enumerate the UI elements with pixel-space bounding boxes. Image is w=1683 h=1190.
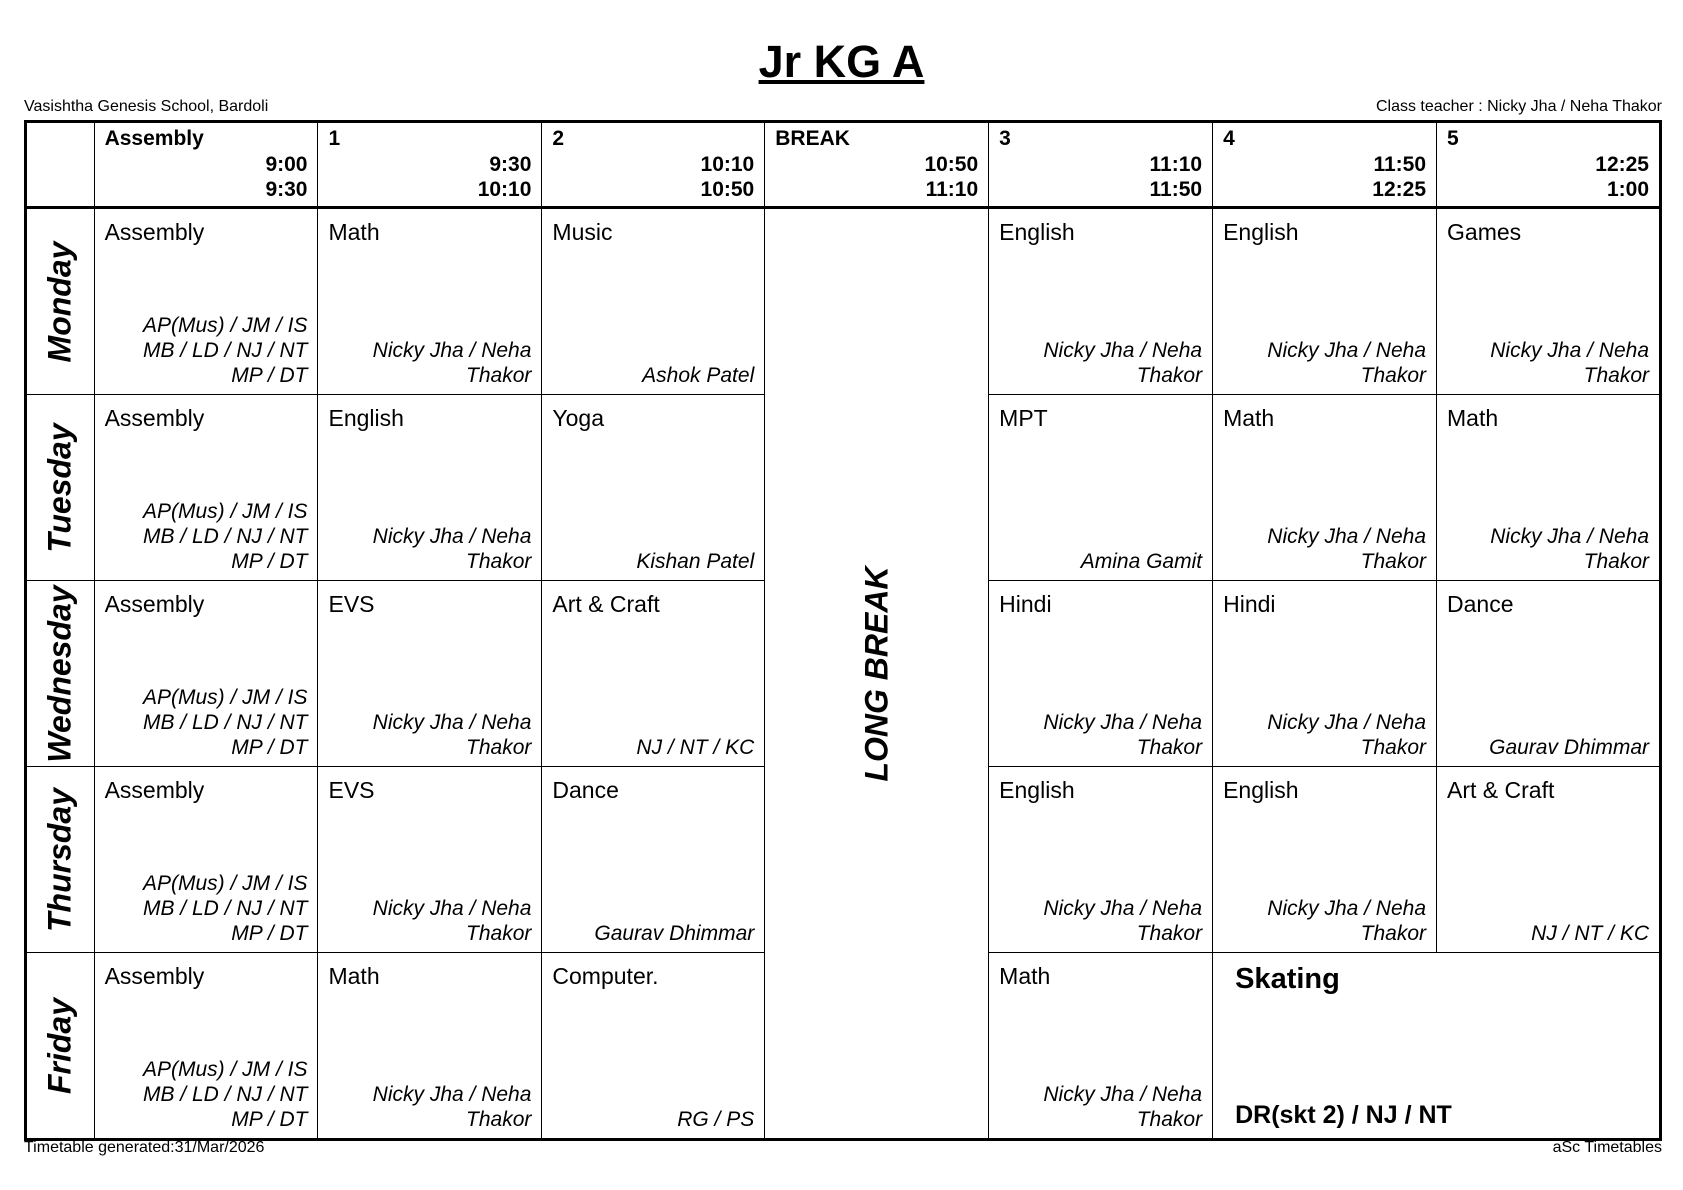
lesson-teacher: Nicky Jha / Neha Thakor	[1267, 339, 1427, 387]
lesson-subject: MPT	[999, 405, 1048, 431]
lesson-teacher: Gaurav Dhimmar	[594, 922, 755, 945]
lesson-teacher: AP(Mus) / JM / IS MB / LD / NJ / NT MP / DT	[142, 500, 308, 573]
period-label: 5	[1447, 127, 1459, 150]
corner-cell	[26, 122, 95, 208]
lesson-teacher: Nicky Jha / Neha Thakor	[1043, 711, 1203, 759]
lesson-cell	[318, 208, 542, 395]
lesson-teacher: Nicky Jha / Neha Thakor	[372, 1083, 532, 1131]
lesson-subject: EVS	[328, 591, 375, 617]
lesson-subject: Dance	[1447, 591, 1514, 617]
day-label-cell	[26, 953, 95, 1140]
lesson-cell	[1437, 395, 1661, 581]
lesson-cell	[318, 395, 542, 581]
lesson-cell	[989, 208, 1213, 395]
day-name: Thursday	[41, 787, 78, 932]
period-label: 2	[552, 127, 565, 150]
page-title: Jr KG A	[758, 36, 925, 87]
lesson-subject: Math	[328, 963, 380, 989]
lesson-cell	[542, 581, 765, 767]
lesson-subject: Assembly	[104, 777, 205, 803]
lesson-subject: Art & Craft	[1447, 777, 1555, 803]
period-end: 1:00	[1606, 178, 1649, 201]
lesson-teacher: RG / PS	[677, 1108, 755, 1131]
lesson-cell	[318, 581, 542, 767]
period-label: 3	[999, 127, 1011, 150]
lesson-subject: English	[1223, 219, 1299, 245]
lesson-teacher: Ashok Patel	[642, 364, 755, 387]
lesson-teacher: NJ / NT / KC	[1531, 922, 1649, 945]
lesson-teacher: Nicky Jha / Neha Thakor	[1043, 897, 1203, 945]
day-name: Tuesday	[41, 422, 78, 553]
lesson-cell	[542, 395, 765, 581]
period-end: 10:50	[700, 178, 755, 201]
long-break-cell	[765, 208, 989, 1140]
period-start: 11:10	[1149, 153, 1203, 176]
lesson-subject: Assembly	[104, 591, 205, 617]
lesson-cell	[1437, 581, 1661, 767]
period-header-break	[765, 122, 989, 208]
lesson-subject: English	[328, 405, 404, 431]
lesson-cell	[542, 767, 765, 953]
period-start: 9:00	[265, 153, 308, 176]
lesson-cell	[1437, 208, 1661, 395]
lesson-teacher: Kishan Patel	[636, 550, 755, 573]
period-header-3	[989, 122, 1213, 208]
lesson-subject: Math	[1223, 405, 1275, 431]
day-row-monday	[26, 208, 1661, 395]
day-name: Wednesday	[41, 584, 78, 763]
lesson-subject: Assembly	[104, 219, 205, 245]
lesson-subject: English	[999, 777, 1075, 803]
lesson-teacher: NJ / NT / KC	[636, 736, 755, 759]
lesson-subject: English	[1223, 777, 1299, 803]
day-name: Monday	[41, 241, 78, 362]
lesson-cell	[94, 395, 318, 581]
generated-date: Timetable generated:31/Mar/2026	[24, 1139, 265, 1156]
lesson-teacher: Nicky Jha / Neha Thakor	[372, 339, 532, 387]
lesson-cell	[1437, 767, 1661, 953]
lesson-teacher: Nicky Jha / Neha Thakor	[372, 897, 532, 945]
lesson-teacher: DR(skt 2) / NJ / NT	[1235, 1101, 1452, 1129]
long-break-label: LONG BREAK	[858, 565, 895, 782]
lesson-subject: Computer.	[552, 963, 659, 989]
day-label-cell	[26, 767, 95, 953]
period-header-row	[26, 122, 1661, 208]
day-label-cell	[26, 208, 95, 395]
period-start: 12:25	[1595, 153, 1649, 176]
lesson-subject: Games	[1447, 219, 1522, 245]
lesson-subject: Skating	[1235, 963, 1340, 995]
lesson-subject: Math	[328, 219, 380, 245]
lesson-subject: Hindi	[1223, 591, 1276, 617]
day-label-cell	[26, 581, 95, 767]
timetable-grid	[24, 120, 1662, 1141]
lesson-teacher: AP(Mus) / JM / IS MB / LD / NJ / NT MP / DT	[142, 314, 308, 387]
day-name: Friday	[41, 997, 78, 1094]
lesson-subject: Art & Craft	[552, 591, 660, 617]
lesson-subject: Yoga	[552, 405, 605, 431]
lesson-cell	[1213, 208, 1437, 395]
period-end: 10:10	[477, 178, 532, 201]
lesson-teacher: Nicky Jha / Neha Thakor	[1043, 1083, 1203, 1131]
lesson-teacher: Nicky Jha / Neha Thakor	[1490, 339, 1649, 387]
lesson-teacher: Amina Gamit	[1080, 550, 1203, 573]
lesson-subject: Assembly	[104, 405, 205, 431]
lesson-cell	[1213, 395, 1437, 581]
lesson-cell	[989, 953, 1213, 1140]
lesson-cell	[94, 767, 318, 953]
lesson-subject: Assembly	[104, 963, 205, 989]
lesson-teacher: Nicky Jha / Neha Thakor	[1043, 339, 1203, 387]
period-end: 11:50	[1149, 178, 1203, 201]
lesson-subject: Math	[1447, 405, 1499, 431]
lesson-teacher: Nicky Jha / Neha Thakor	[1267, 897, 1427, 945]
lesson-cell	[989, 581, 1213, 767]
period-label: Assembly	[104, 127, 204, 150]
lesson-subject: Dance	[552, 777, 619, 803]
lesson-subject: Hindi	[999, 591, 1052, 617]
period-header-2	[542, 122, 765, 208]
period-start: 9:30	[489, 153, 532, 176]
lesson-cell	[542, 953, 765, 1140]
period-label: 1	[328, 127, 341, 150]
lesson-cell	[94, 953, 318, 1140]
period-start: 10:50	[924, 153, 979, 176]
lesson-teacher: Nicky Jha / Neha Thakor	[1490, 525, 1649, 573]
lesson-teacher: AP(Mus) / JM / IS MB / LD / NJ / NT MP / DT	[142, 872, 308, 945]
period-header-assembly	[94, 122, 318, 208]
lesson-cell	[1213, 581, 1437, 767]
skating-cell	[1213, 953, 1661, 1140]
lesson-teacher: Nicky Jha / Neha Thakor	[1267, 525, 1427, 573]
lesson-cell	[318, 767, 542, 953]
lesson-subject: EVS	[328, 777, 375, 803]
lesson-teacher: Gaurav Dhimmar	[1489, 736, 1649, 759]
period-start: 11:50	[1373, 153, 1427, 176]
lesson-teacher: AP(Mus) / JM / IS MB / LD / NJ / NT MP / DT	[142, 1058, 308, 1131]
period-label: 4	[1223, 127, 1235, 150]
lesson-cell	[989, 767, 1213, 953]
lesson-cell	[989, 395, 1213, 581]
lesson-subject: English	[999, 219, 1075, 245]
lesson-cell	[94, 208, 318, 395]
period-end: 12:25	[1372, 178, 1427, 201]
class-teacher: Class teacher : Nicky Jha / Neha Thakor	[1375, 98, 1662, 115]
lesson-cell	[94, 581, 318, 767]
lesson-cell	[1213, 767, 1437, 953]
lesson-subject: Music	[552, 219, 613, 245]
lesson-subject: Math	[999, 963, 1051, 989]
lesson-teacher: Nicky Jha / Neha Thakor	[372, 525, 532, 573]
lesson-cell	[318, 953, 542, 1140]
school-name: Vasishtha Genesis School, Bardoli	[24, 98, 269, 115]
brand-label: aSc Timetables	[1552, 1139, 1662, 1156]
period-header-4	[1213, 122, 1437, 208]
period-end: 11:10	[925, 178, 979, 201]
day-label-cell	[26, 395, 95, 581]
lesson-teacher: AP(Mus) / JM / IS MB / LD / NJ / NT MP / DT	[142, 686, 308, 759]
lesson-teacher: Nicky Jha / Neha Thakor	[1267, 711, 1427, 759]
period-header-1	[318, 122, 542, 208]
period-start: 10:10	[700, 153, 755, 176]
lesson-cell	[542, 208, 765, 395]
period-label: BREAK	[775, 127, 850, 150]
lesson-teacher: Nicky Jha / Neha Thakor	[372, 711, 532, 759]
period-end: 9:30	[265, 178, 308, 201]
period-header-5	[1437, 122, 1661, 208]
